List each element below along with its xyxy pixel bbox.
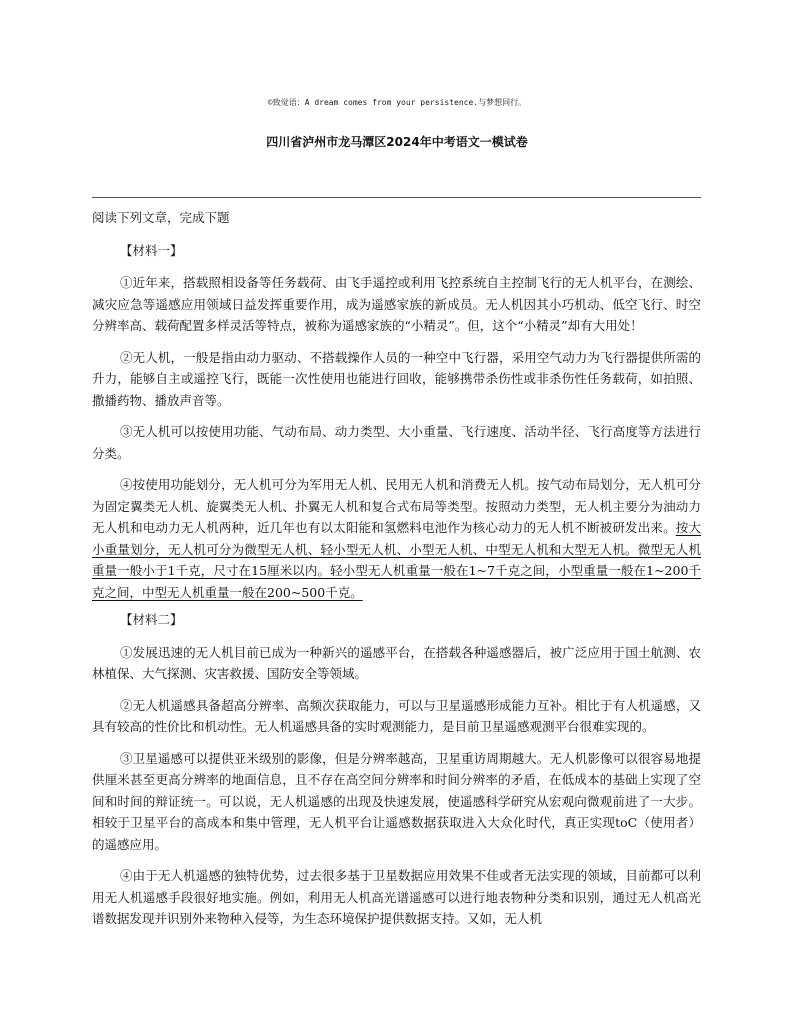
material-1-paragraph-3: ③无人机可以按使用功能、气动布局、动力类型、大小重量、飞行速度、活动半径、飞行高度等方法进行分类。 [92,424,701,461]
material-2-heading: 【材料二】 [120,612,183,627]
material-1-paragraph-2: ②无人机，一般是指由动力驱动、不搭载操作人员的一种空中飞行器，采用空气动力为飞行器提供所需的升力，能够自主或遥控飞行，既能一次性使用也能进行回收，能够携带杀伤性或非杀伤性任务载荷，如拍照、撒播药物、播放声音等。 [92,349,701,408]
header-motto: ©致觉语：A dream comes from your persistence.与梦想同行。 [267,98,527,107]
question-instruction: 阅读下列文章，完成下题 [92,210,230,225]
material-2-paragraph-4: ④由于无人机遥感的独特优势，过去很多基于卫星数据应用效果不佳或者无法实现的领域，目前都可以利用无人机遥感手段很好地实施。例如，利用无人机高光谱遥感可以进行地表物种分类和识别，通过无人机高光谱数据发现并识别外来物种入侵等，为生态环境保护提供数据支持。又如，无人机 [92,868,701,926]
material-2-paragraph-2: ②无人机遥感具备超高分辨率、高频次获取能力，可以与卫星遥感形成能力互补。相比于有人机遥感，又具有较高的性价比和机动性。无人机遥感具备的实时观测能力，是目前卫星遥感观测平台很难实现的。 [92,697,701,734]
paragraph-4-underlined-text: 按大小重量划分，无人机可分为微型无人机、轻小型无人机、小型无人机、中型无人机和大型无人机。微型无人机重量一般小于1千克，尺寸在15厘米以内。轻小型无人机重量一般在1~7千克之间，小型重量一般在1~200千克之间，中型无人机重量一般在200~500千克。 [92,520,701,600]
material-1-paragraph-1: ①近年来，搭载照相设备等任务载荷、由飞手遥控或利用飞控系统自主控制飞行的无人机平台，在测绘、减灾应急等遥感应用领域日益发挥重要作用，成为遥感家族的新成员。无人机因其小巧机动、低空飞行、时空分辨率高、载荷配置多样灵活等特点，被称为遥感家族的“小精灵”。但，这个“小精灵”却有大用处！ [92,275,701,333]
material-2-paragraph-3: ③卫星遥感可以提供亚米级别的影像，但是分辨率越高，卫星重访周期越大。无人机影像可以很容易地提供厘米甚至更高分辨率的地面信息，且不存在高空间分辨率和时间分辨率的矛盾，在低成本的基础上实现了空间和时间的辩证统一。可以说，无人机遥感的出现及快速发展，使遥感科学研究从宏观向微观前进了一大步。相较于卫星平台的高成本和集中管理，无人机平台让遥感数据获取进入大众化时代，真正实现toC（使用者）的遥感应用。 [92,750,701,852]
page-title: 四川省泸州市龙马潭区2024年中考语文一模试卷 [266,135,528,149]
material-1-heading: 【材料一】 [120,242,183,258]
header-divider [92,197,701,198]
paragraph-4-plain-text: ④按使用功能划分，无人机可分为军用无人机、民用无人机和消费无人机。按气动布局划分，无人机可分为固定翼类无人机、旋翼类无人机、扑翼无人机和复合式布局等类型。按照动力类型，无人机主要分为油动力无人机和电动力无人机两种，近几年也有以太阳能和氢燃料电池作为核心动力的无人机不断被研发出来。 [92,477,701,535]
article-body [92,207,701,940]
material-1-paragraph-4 [92,474,701,603]
material-2-paragraph-1: ①发展迅速的无人机目前已成为一种新兴的遥感平台，在搭载各种遥感器后，被广泛应用于国土航测、农林植保、大气探测、灾害救援、国防安全等领域。 [92,644,701,681]
